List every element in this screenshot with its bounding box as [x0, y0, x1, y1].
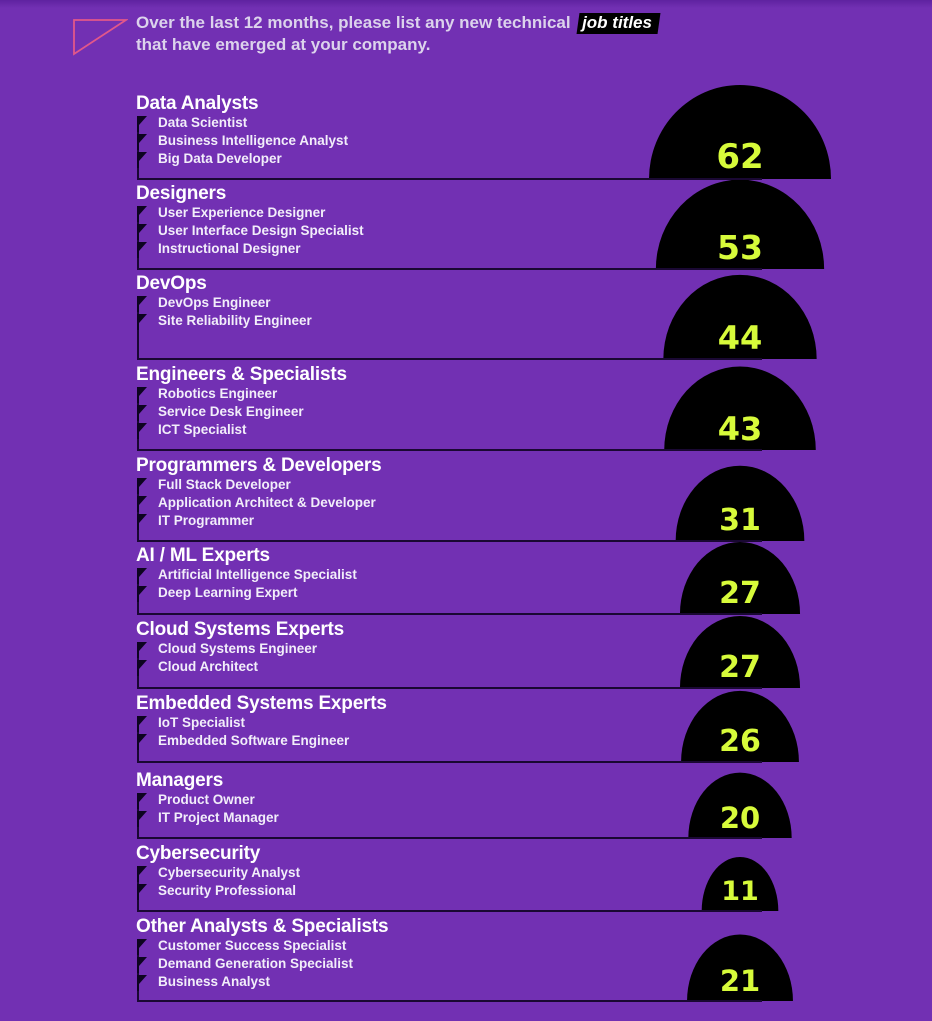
job-title-item: Full Stack Developer [158, 477, 291, 492]
value-label-11: 21 [719, 964, 761, 998]
job-title-item: Robotics Engineer [158, 386, 278, 401]
job-title-item: Customer Success Specialist [158, 938, 347, 953]
flag-icon [137, 314, 149, 330]
flag-icon [137, 884, 149, 900]
flag-icon [137, 496, 149, 512]
job-title-item: Cloud Architect [158, 659, 259, 674]
job-title-item: User Interface Design Specialist [158, 223, 364, 238]
job-title-item: Demand Generation Specialist [158, 956, 354, 971]
flag-icon [137, 811, 149, 827]
flag-icon [137, 206, 149, 222]
job-title-item: Business Intelligence Analyst [158, 133, 349, 148]
flag-icon [137, 586, 149, 602]
value-label-9: 20 [719, 801, 761, 835]
value-label-1: 62 [716, 137, 764, 177]
job-title-item: Service Desk Engineer [158, 404, 304, 419]
flag-icon [137, 224, 149, 240]
value-label-5: 31 [719, 503, 761, 538]
flag-icon [137, 939, 149, 955]
flag-icon [137, 866, 149, 882]
category-title-7: Cloud Systems Experts [136, 619, 345, 640]
flag-icon [137, 660, 149, 676]
value-label-6: 27 [719, 576, 761, 611]
job-title-item: Embedded Software Engineer [158, 733, 350, 748]
value-label-10: 11 [721, 876, 759, 907]
category-title-11: Other Analysts & Specialists [136, 916, 389, 937]
job-title-item: Artificial Intelligence Specialist [158, 567, 357, 582]
value-label-2: 53 [717, 228, 763, 267]
category-title-10: Cybersecurity [136, 843, 261, 864]
flag-icon [137, 514, 149, 530]
flag-icon [137, 793, 149, 809]
category-title-6: AI / ML Experts [136, 545, 270, 566]
value-label-3: 44 [717, 319, 763, 357]
job-title-item: Business Analyst [158, 974, 271, 989]
flag-icon [137, 642, 149, 658]
question-line-2: that have emerged at your company. [136, 35, 431, 54]
job-title-item: Product Owner [158, 792, 255, 807]
category-title-9: Managers [136, 770, 224, 791]
job-title-item: Deep Learning Expert [158, 585, 298, 600]
job-title-item: User Experience Designer [158, 205, 326, 220]
flag-icon [137, 387, 149, 403]
job-title-item: Application Architect & Developer [158, 495, 376, 510]
category-title-4: Engineers & Specialists [136, 364, 347, 385]
category-title-8: Embedded Systems Experts [136, 693, 387, 714]
flag-icon [137, 716, 149, 732]
job-title-item: IT Programmer [158, 513, 255, 528]
value-label-4: 43 [717, 410, 763, 448]
flag-icon [137, 242, 149, 258]
flag-icon [137, 423, 149, 439]
flag-icon [137, 134, 149, 150]
job-title-item: ICT Specialist [158, 422, 247, 437]
job-title-item: Cybersecurity Analyst [158, 865, 301, 880]
job-title-item: Security Professional [158, 883, 297, 898]
value-label-8: 26 [719, 724, 761, 759]
job-title-item: IoT Specialist [158, 715, 246, 730]
flag-icon [137, 975, 149, 991]
job-title-item: Cloud Systems Engineer [158, 641, 318, 656]
category-title-3: DevOps [136, 273, 207, 294]
flag-icon [137, 734, 149, 750]
flag-icon [137, 405, 149, 421]
flag-icon [137, 568, 149, 584]
flag-icon [137, 296, 149, 312]
job-title-item: Site Reliability Engineer [158, 313, 312, 328]
job-title-item: DevOps Engineer [158, 295, 271, 310]
job-title-item: Instructional Designer [158, 241, 301, 256]
question-prefix: Over the last 12 months, please list any new technical [136, 13, 571, 32]
category-title-1: Data Analysts [136, 93, 259, 114]
value-label-7: 27 [719, 650, 761, 685]
flag-icon [137, 116, 149, 132]
job-title-item: Data Scientist [158, 115, 248, 130]
question-highlight: job titles [577, 13, 661, 34]
category-title-2: Designers [136, 183, 227, 204]
flag-icon [137, 478, 149, 494]
flag-icon [137, 957, 149, 973]
category-title-5: Programmers & Developers [136, 455, 382, 476]
job-title-item: Big Data Developer [158, 151, 282, 166]
job-title-item: IT Project Manager [158, 810, 279, 825]
flag-icon [137, 152, 149, 168]
